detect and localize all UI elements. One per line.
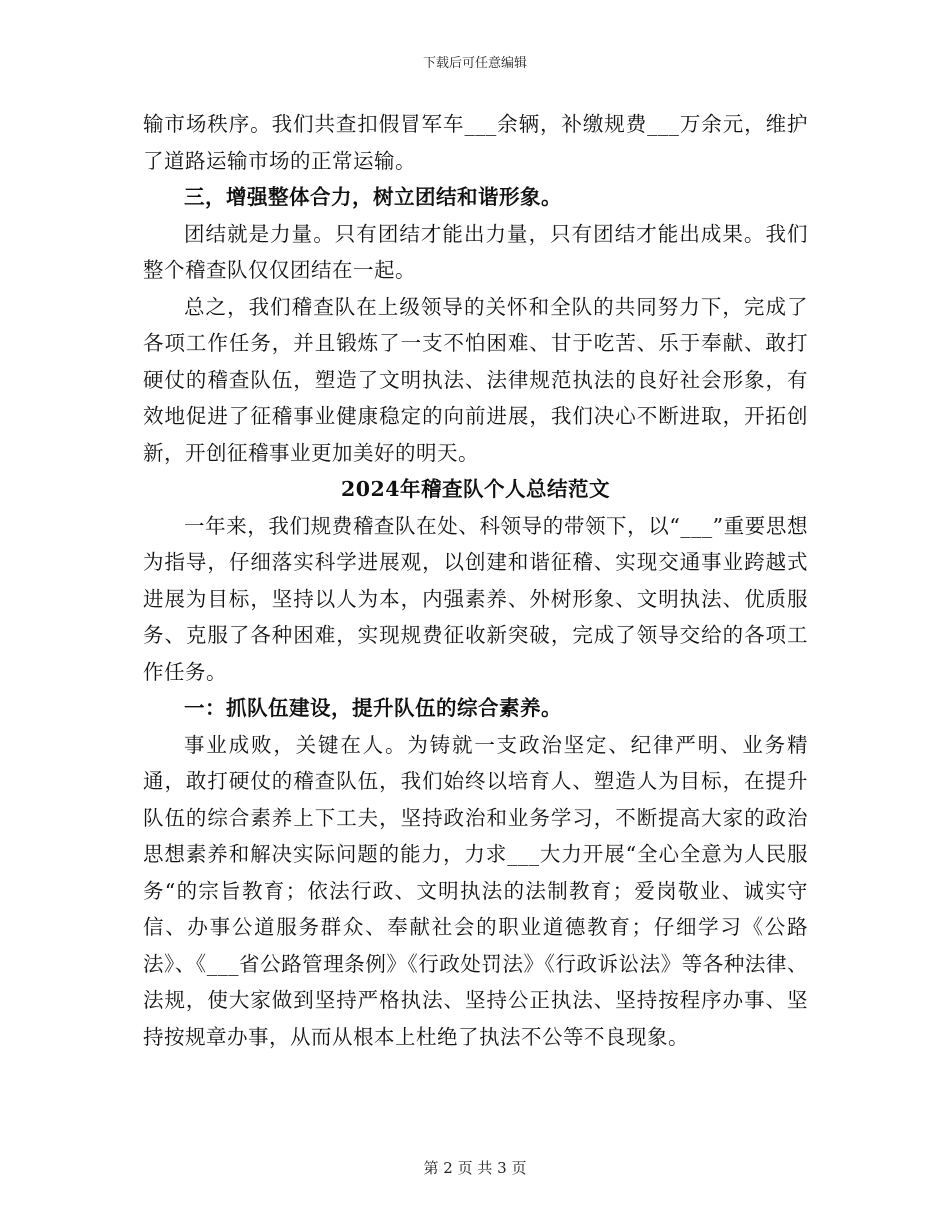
paragraph-conclusion: 总之，我们稽查队在上级领导的关怀和全队的共同努力下，完成了各项工作任务，并且锻炼了一支不怕困难、甘于吃苦、乐于奉献、敢打硬仗的稽查队伍，塑造了文明执法、法律规范执法的良好社会形象，有效地促进了征稽事业健康稳定的向前进展，我们决心不断进取，开拓创新，开创征稽事业更加美好的明天。 <box>143 294 808 465</box>
page-footer: 第 2 页 共 3 页 <box>423 1159 527 1177</box>
paragraph-intro: 一年来，我们规费稽查队在处、科领导的带领下，以“___”重要思想为指导，仔细落实科学进展观，以创建和谐征稽、实现交通事业跨越式进展为目标，坚持以人为本，内强素养、外树形象、文明执法、优质服务、克服了各种困难，实现规费征收新突破，完成了领导交给的各项工作任务。 <box>143 513 808 684</box>
paragraph-continuation: 输市场秩序。我们共查扣假冒军车___余辆，补缴规费___万余元，维护了道路运输市场的正常运输。 <box>143 112 808 173</box>
document-title: 2024年稽查队个人总结范文 <box>340 477 611 501</box>
paragraph-team-building: 事业成败，关键在人。为铸就一支政治坚定、纪律严明、业务精通，敢打硬仗的稽查队伍，我们始终以培育人、塑造人为目标，在提升队伍的综合素养上下工夫，坚持政治和业务学习，不断提高大家的政治思想素养和解决实际问题的能力，力求___大力开展“全心全意为人民服务“的宗旨教育；依法行政、文明执法的法制教育；爱岗敬业、诚实守信、办事公道服务群众、奉献社会的职业道德教育；仔细学习《公路法》、《___省公路管理条例》《行政处罚法》《行政诉讼法》等各种法律、法规，使大家做到坚持严格执法、坚持公正执法、坚持按程序办事、坚持按规章办事，从而从根本上杜绝了执法不公等不良现象。 <box>143 732 808 1049</box>
page-header: 下载后可任意编辑 <box>422 56 527 71</box>
paragraph-unity: 团结就是力量。只有团结才能出力量，只有团结才能出成果。我们整个稽查队仅仅团结在一起。 <box>143 221 808 282</box>
section-heading-1: 一：抓队伍建设，提升队伍的综合素养。 <box>184 696 562 720</box>
document-body <box>143 106 808 1055</box>
section-heading-3: 三，增强整体合力，树立团结和谐形象。 <box>184 185 562 209</box>
